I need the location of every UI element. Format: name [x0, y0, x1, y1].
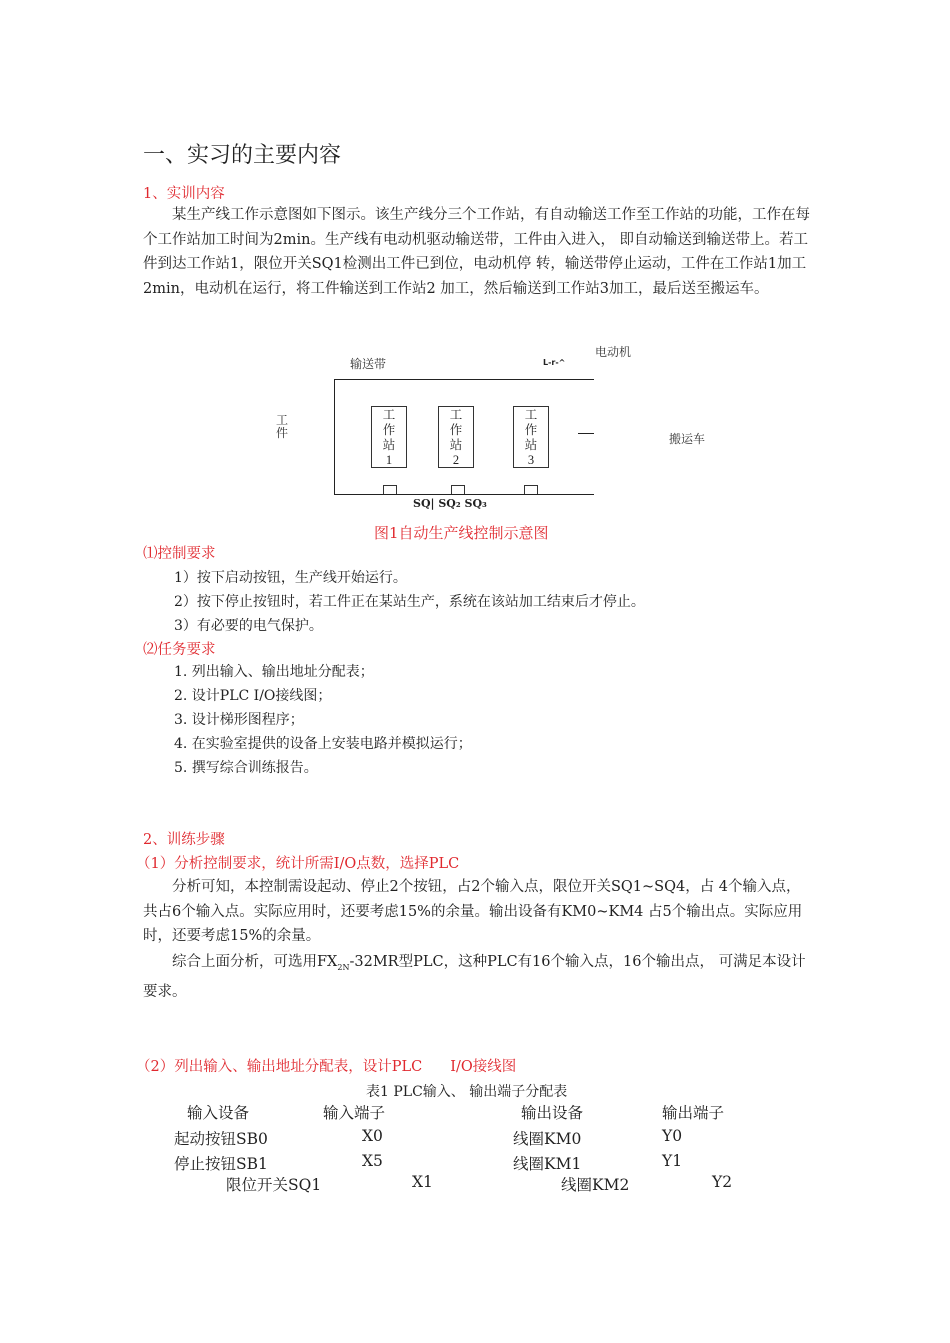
motor-mark: L-r-^	[543, 358, 566, 367]
table-cell: 停止按钮SB1	[174, 1155, 268, 1173]
control-item-1: 1）按下启动按钮，生产线开始运行。	[174, 570, 407, 586]
table-cell: 起动按钮SB0	[174, 1130, 268, 1148]
section2-sub1: （1）分析控制要求，统计所需I/O点数，选择PLC	[136, 856, 460, 872]
station-1-label: 工 作 站 1	[382, 408, 396, 467]
sensors-label: SQ| SQ₂ SQ₃	[413, 497, 487, 510]
station-2-label: 工 作 站 2	[449, 408, 463, 467]
sensor-sq3	[524, 485, 538, 494]
section1-title: 1、实训内容	[143, 186, 225, 202]
table-cell: Y0	[662, 1127, 683, 1145]
cart-label: 搬运车	[669, 432, 706, 446]
section2-title: 2、训练步骤	[143, 832, 225, 848]
motor-label: 电动机	[595, 345, 632, 359]
table-cell: Y2	[712, 1173, 733, 1191]
task-item-2: 2. 设计PLC I/O接线图；	[174, 688, 332, 704]
table-cell: 线圈KM0	[513, 1130, 582, 1148]
exit-line	[578, 433, 594, 434]
station-3-label: 工 作 站 3	[524, 408, 538, 467]
table-cell: Y1	[662, 1152, 683, 1170]
task-item-1: 1. 列出输入、输出地址分配表；	[174, 664, 374, 680]
table-header-input-device: 输入设备	[187, 1104, 250, 1122]
sensor-sq2	[451, 485, 465, 494]
table-header-output-terminal: 输出端子	[662, 1104, 725, 1122]
tasks-title: ⑵任务要求	[143, 642, 216, 658]
section2-sub2: （2）列出输入、输出地址分配表，设计PLC I/O接线图	[136, 1059, 517, 1075]
section1-paragraph: 某生产线工作示意图如下图示。该生产线分三个工作站，有自动输送工作至工作站的功能，工作在每个工作站加工时间为2min。生产线有电动机驱动输送带，工件由入进入， 即自动输送到输送带上。若工件到达工作站1，限位开关SQ1检测出工件已到位，电动机停 转，输送带停止运动，工件在工作站1加工2min，电动机在运行，将工件输送到工作站2 加工，然后输送到工作站3加工，最后送至搬运车。	[143, 207, 810, 297]
control-item-3: 3）有必要的电气保护。	[174, 618, 323, 634]
control-title: ⑴控制要求	[143, 546, 216, 562]
diagram-caption: 图1自动生产线控制示意图	[374, 524, 549, 542]
control-item-2: 2）按下停止按钮时，若工件正在某站生产，系统在该站加工结束后才停止。	[174, 594, 645, 610]
table-cell: X5	[362, 1152, 383, 1170]
task-item-5: 5. 撰写综合训练报告。	[174, 760, 318, 776]
table-cell: 线圈KM1	[513, 1155, 582, 1173]
table-caption: 表1 PLC输入、 输出端子分配表	[366, 1084, 568, 1100]
task-item-3: 3. 设计梯形图程序；	[174, 712, 304, 728]
sensor-sq1	[383, 485, 397, 494]
section2-paragraph2: 综合上面分析，可选用$FX_{2N}-32MR$型PLC，这种PLC有16个输入点，16个输出点， 可满足本设计要求。	[143, 954, 806, 1001]
table-cell: 限位开关SQ1	[226, 1176, 322, 1194]
table-cell: X1	[412, 1173, 433, 1191]
section2-paragraph1: 分析可知，本控制需设起动、停止2个按钮，占2个输入点，限位开关SQ1~SQ4，占 4个输入点，共占6个输入点。实际应用时，还要考虑15%的余量。输出设备有KM0~KM4 占5个输出点。实际应用时，还要考虑15%的余量。	[143, 879, 803, 944]
table-header-input-terminal: 输入端子	[323, 1104, 386, 1122]
table-cell: 线圈KM2	[561, 1176, 630, 1194]
task-item-4: 4. 在实验室提供的设备上安装电路并模拟运行；	[174, 736, 472, 752]
table-header-output-device: 输出设备	[521, 1104, 584, 1122]
page-heading: 一、实习的主要内容	[143, 143, 342, 168]
conveyor-label: 输送带	[350, 357, 387, 371]
table-cell: X0	[362, 1127, 383, 1145]
workpiece-label: 工件	[276, 413, 289, 440]
